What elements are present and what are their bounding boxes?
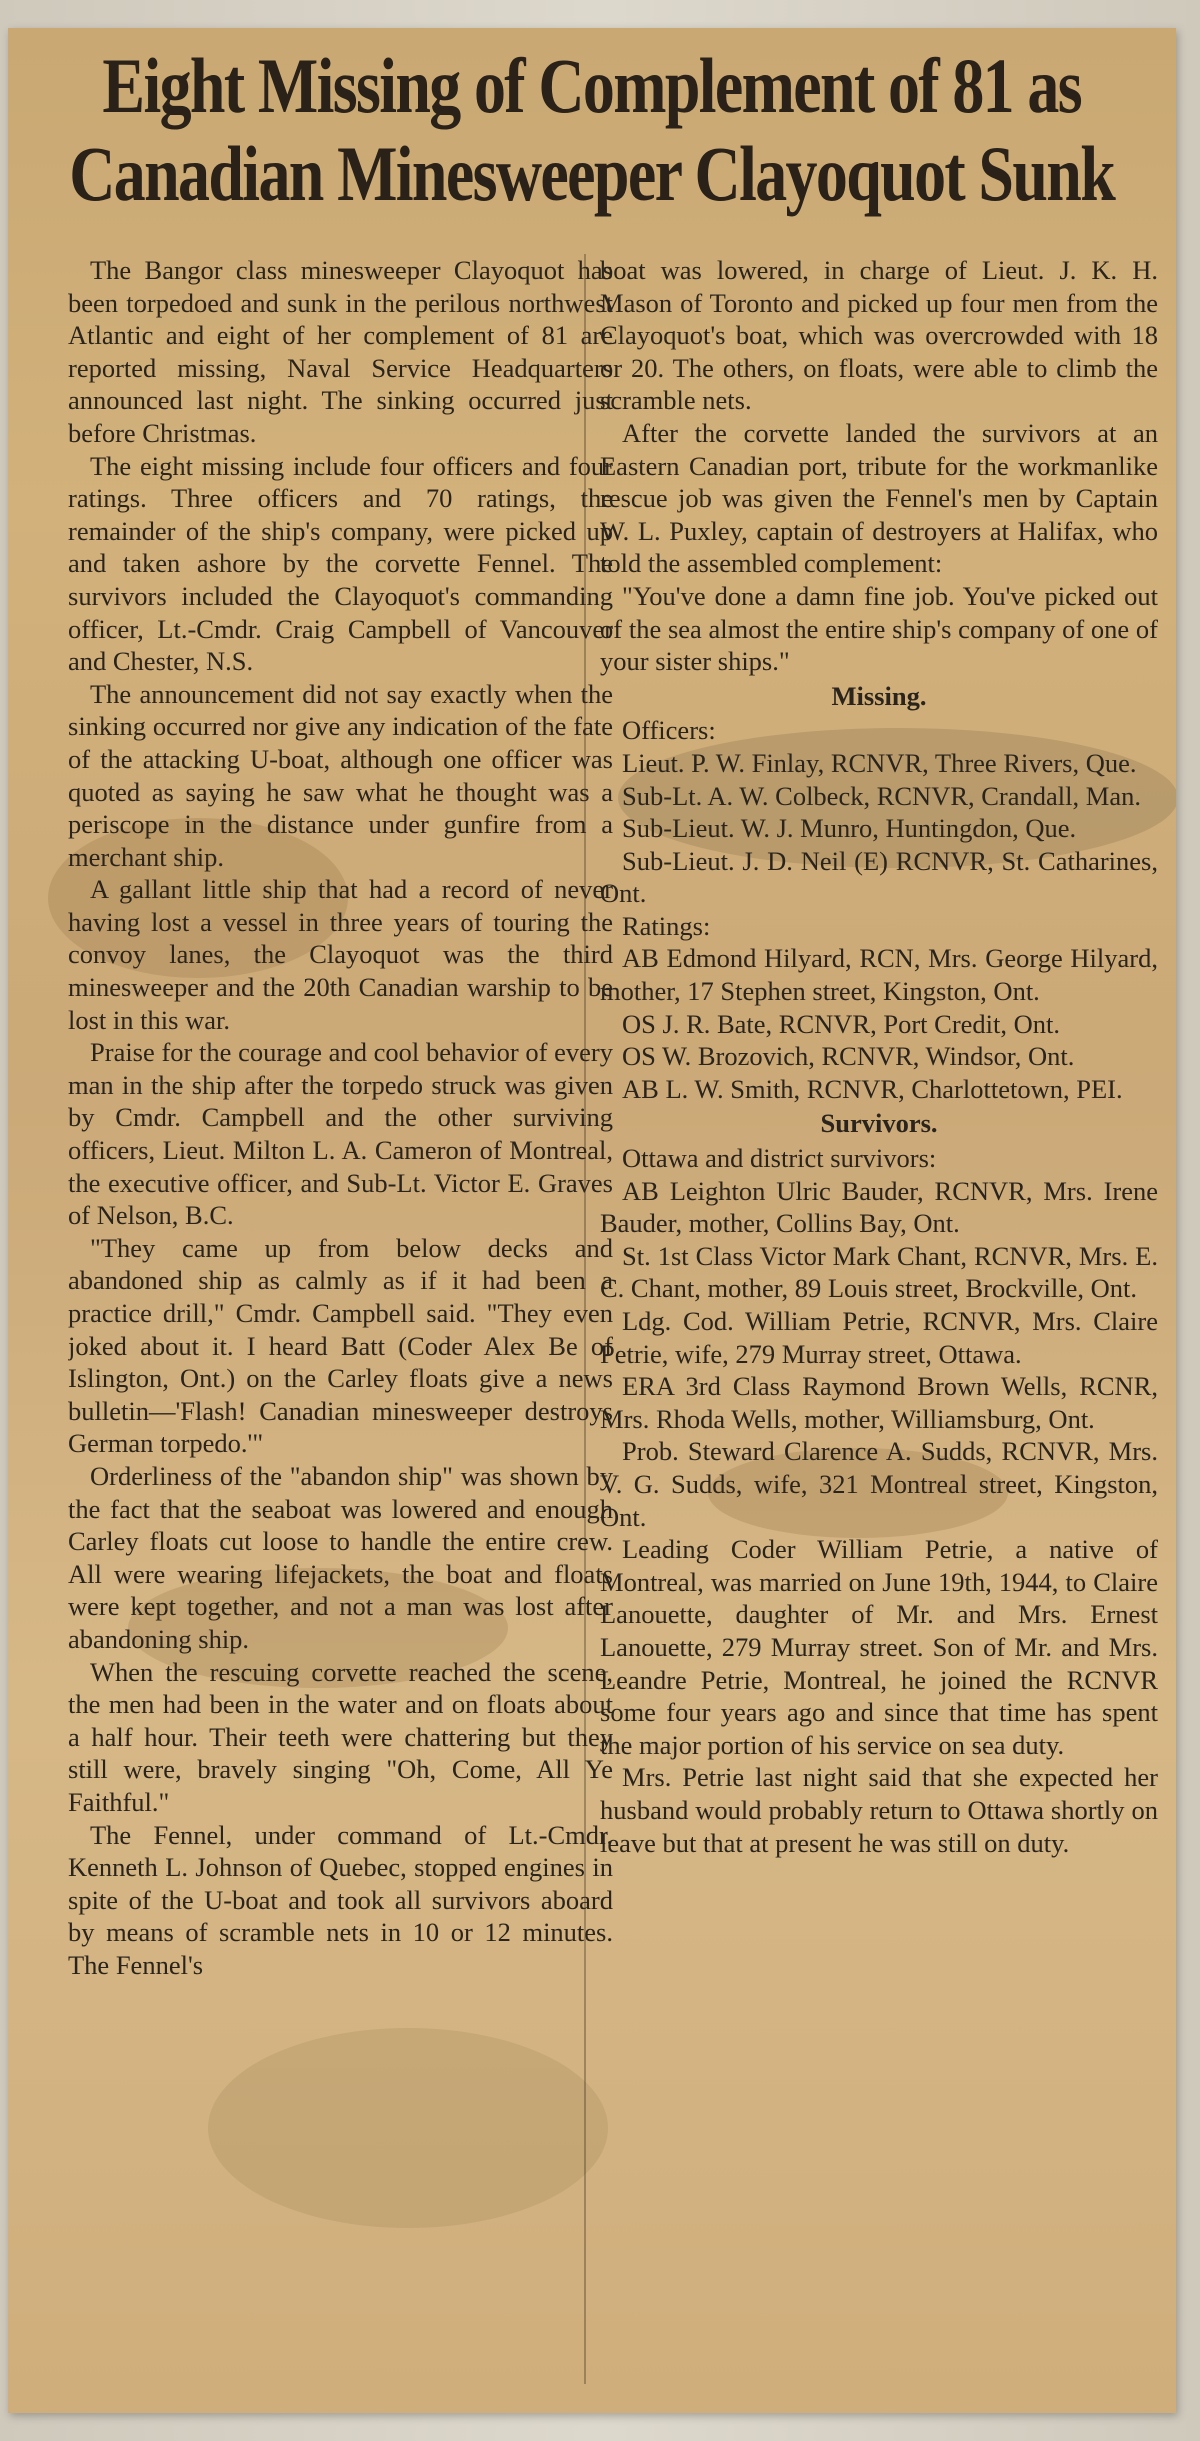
list-item: OS W. Brozovich, RCNVR, Windsor, Ont. xyxy=(622,1041,1075,1072)
paragraph: Praise for the courage and cool behavior of every man in the ship after the torpedo struck was given by Cmdr. Campbell and the other surviving officers, Lieut. Milton L. A. Cameron of Montreal, the executive officer, and Sub-Lt. Victor E. Graves of Nelson, B.C. xyxy=(68,1037,613,1231)
paragraph: boat was lowered, in charge of Lieut. J. K. H. Mason of Toronto and picked up four men from the Clayoquot's boat, which was overcrowded with 18 or 20. The others, on floats, were able to climb the scramble nets. xyxy=(600,255,1158,416)
paragraph: The eight missing include four officers and four ratings. Three officers and 70 ratings, the remainder of the ship's company, were picked up and taken ashore by the corvette Fennel. The survivors included the Clayoquot's commanding officer, Lt.-Cmdr. Craig Campbell of Vancouver and Chester, N.S. xyxy=(68,450,613,677)
list-item: ERA 3rd Class Raymond Brown Wells, RCNR, Mrs. Rhoda Wells, mother, Williamsburg, Ont. xyxy=(600,1371,1158,1434)
headline-line-2: Canadian Minesweeper Clayoquot Sunk xyxy=(69,130,1115,217)
paragraph: Mrs. Petrie last night said that she expected her husband would probably return to Ottawa shortly on leave but that at present he was still on duty. xyxy=(600,1762,1158,1858)
list-item: Ratings: xyxy=(622,910,711,941)
headline-line-1: Eight Missing of Complement of 81 as xyxy=(102,42,1081,129)
list-item: OS J. R. Bate, RCNVR, Port Credit, Ont. xyxy=(622,1008,1061,1039)
list-item: AB Edmond Hilyard, RCN, Mrs. George Hilyard, mother, 17 Stephen street, Kingston, Ont. xyxy=(600,943,1158,1007)
paragraph: Leading Coder William Petrie, a native of Montreal, was married on June 19th, 1944, to Claire Lanouette, daughter of Mr. and Mrs. Ernest Lanouette, 279 Murray street. Son of Mr. and Mrs. Leandre Petrie, Montreal, he joined the RCNVR some four years ago and since that time has spent the major portion of his service on sea duty. xyxy=(600,1534,1158,1760)
paragraph: A gallant little ship that had a record of never having lost a vessel in three years of touring the convoy lanes, the Clayoquot was the third minesweeper and the 20th Canadian warship to be lost in this war. xyxy=(68,874,613,1035)
paragraph: When the rescuing corvette reached the scene, the men had been in the water and on floats about a half hour. Their teeth were chattering but they still were, bravely singing "Oh, Come, All Ye Faithful." xyxy=(68,1656,613,1817)
list-item: Sub-Lieut. W. J. Munro, Huntingdon, Que. xyxy=(622,813,1077,844)
list-item: St. 1st Class Victor Mark Chant, RCNVR, Mrs. E. C. Chant, mother, 89 Louis street, Brockville, Ont. xyxy=(600,1240,1158,1304)
list-item: Ldg. Cod. William Petrie, RCNVR, Mrs. Claire Petrie, wife, 279 Murray street, Ottawa. xyxy=(600,1306,1158,1369)
list-item: Prob. Steward Clarence A. Sudds, RCNVR, Mrs. V. G. Sudds, wife, 321 Montreal street, Kingston, Ont. xyxy=(600,1436,1158,1532)
newspaper-clipping xyxy=(8,28,1176,2413)
paragraph: The announcement did not say exactly when the sinking occurred nor give any indication of the fate of the attacking U-boat, although one officer was quoted as saying he saw what he thought was a periscope in the distance under gunfire from a merchant ship. xyxy=(68,678,613,872)
missing-heading: Missing. xyxy=(831,680,927,711)
list-item: Lieut. P. W. Finlay, RCNVR, Three Rivers, Que. xyxy=(622,747,1137,778)
survivors-heading: Survivors. xyxy=(820,1108,938,1139)
right-column xyxy=(600,254,1158,2389)
list-item: Officers: xyxy=(622,715,716,746)
list-item: Sub-Lieut. J. D. Neil (E) RCNVR, St. Catharines, Ont. xyxy=(600,845,1158,909)
paragraph: "You've done a damn fine job. You've picked out of the sea almost the entire ship's company of one of your sister ships." xyxy=(600,580,1158,677)
headline xyxy=(30,42,1153,218)
list-item: AB L. W. Smith, RCNVR, Charlottetown, PEI. xyxy=(622,1073,1123,1104)
paragraph: "They came up from below decks and abandoned ship as calmly as if it had been a practice drill," Cmdr. Campbell said. "They even joked about it. I heard Batt (Coder Alex Be of Islington, Ont.) on the Carley floats give a news bulletin—'Flash! Canadian minesweeper destroys German torpedo.'" xyxy=(68,1232,613,1459)
left-column xyxy=(68,254,613,2389)
paragraph: Orderliness of the "abandon ship" was shown by the fact that the seaboat was lowered and enough Carley floats cut loose to handle the entire crew. All were wearing lifejackets, the boat and floats were kept together, and not a man was lost after abandoning ship. xyxy=(68,1460,613,1654)
paragraph: The Bangor class minesweeper Clayoquot has been torpedoed and sunk in the perilous northwest Atlantic and eight of her complement of 81 are reported missing, Naval Service Headquarters announced last night. The sinking occurred just before Christmas. xyxy=(68,255,613,448)
list-item: Sub-Lt. A. W. Colbeck, RCNVR, Crandall, Man. xyxy=(622,780,1141,811)
list-item: Ottawa and district survivors: xyxy=(622,1143,937,1174)
paragraph: The Fennel, under command of Lt.-Cmdr. Kenneth L. Johnson of Quebec, stopped engines in spite of the U-boat and took all survivors aboard by means of scramble nets in 10 or 12 minutes. The Fennel's xyxy=(68,1819,613,1980)
column-rule xyxy=(584,254,586,2384)
paragraph: After the corvette landed the survivors at an Eastern Canadian port, tribute for the workmanlike rescue job was given the Fennel's men by Captain W. L. Puxley, captain of destroyers at Halifax, who told the assembled complement: xyxy=(600,417,1158,579)
list-item: AB Leighton Ulric Bauder, RCNVR, Mrs. Irene Bauder, mother, Collins Bay, Ont. xyxy=(600,1175,1158,1239)
